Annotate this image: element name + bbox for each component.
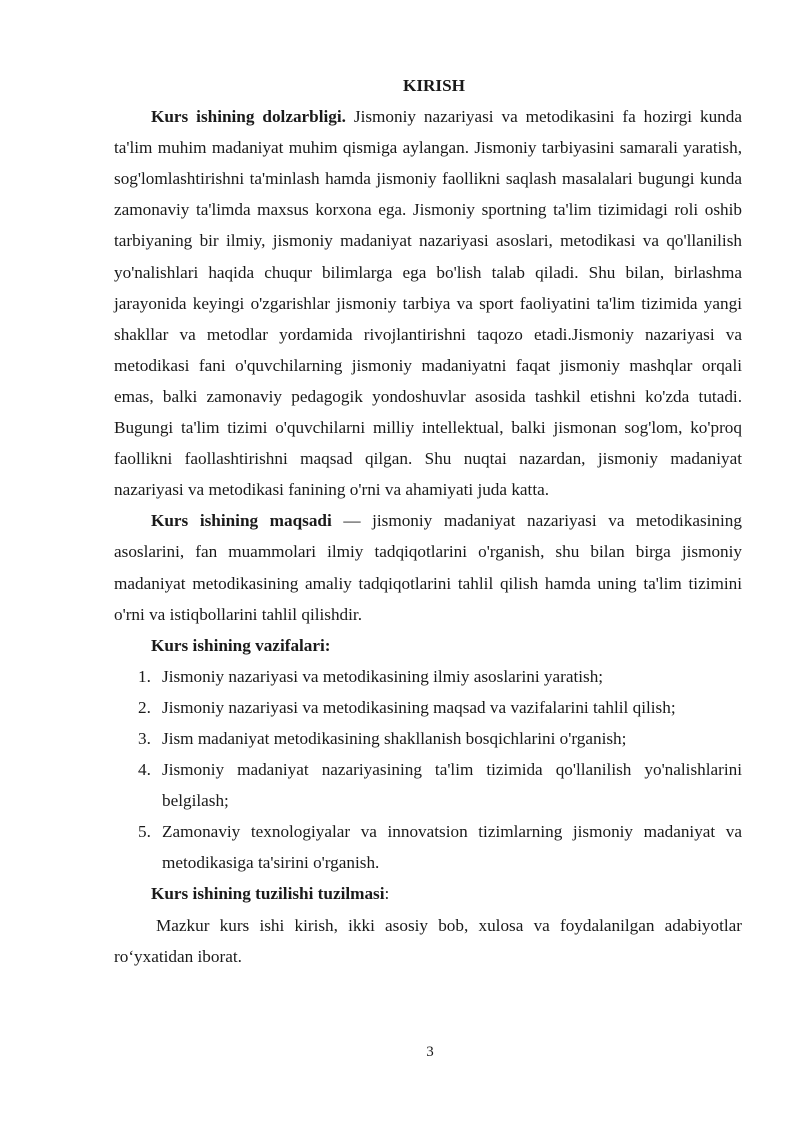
list-item-number: 3. <box>138 728 151 748</box>
list-item-text: Jism madaniyat metodikasining shakllanish bosqichlarini o'rganish; <box>162 728 627 748</box>
tasks-list <box>114 661 742 879</box>
structure-heading-line <box>114 878 742 909</box>
list-item-number: 4. <box>138 760 151 780</box>
relevance-text: Jismoniy nazariyasi va metodikasini fa hozirgi kunda ta'lim muhim madaniyat muhim qismiga aylangan. Jismoniy tarbiyasini samarali yaratish, sog'lomlashtirishni ta'minlash hamda jismoniy faollikni saqlash masalalari bugungi kunda zamonaviy ta'limda maxsus korxona ega. Jismoniy sportning ta'lim tizimidagi roli oshib tarbiyaning bir ilmiy, jismoniy madaniyat nazariyasi asoslari, metodikasi va qo'llanilish yo'nalishlari haqida chuqur bilimlarga ega bo'lish talab qiladi. Shu bilan, birlashma jarayonida keyingi o'zgarishlar jismoniy tarbiya va sport faoliyatini ta'lim tizimida yangi shakllar va metodlar yordamida rivojlantirishni taqozo etadi.Jismoniy nazariyasi va metodikasi fani o'quvchilarning jismoniy madaniyatni faqat jismoniy mashqlar orqali emas, balki zamonaviy pedagogik yondoshuvlar asosida tashkil etishni ko'zda tutadi. Bugungi ta'lim tizimi o'quvchilarni milliy intellektual, balki jismonan sog'lom, ko'proq faollikni faollashtirishni maqsad qilgan. Shu nuqtai nazardan, jismoniy madaniyat nazariyasi va metodikasi fanining o'rni va ahamiyati juda katta. <box>114 107 742 500</box>
structure-paragraph: Mazkur kurs ishi kirish, ikki asosiy bob, xulosa va foydalanilgan adabiyotlar ro‘yxatidan iborat. <box>114 915 742 966</box>
list-item <box>114 816 742 878</box>
relevance-paragraph <box>114 101 742 505</box>
list-item <box>114 723 742 754</box>
list-item-number: 5. <box>138 822 151 842</box>
relevance-heading: Kurs ishining dolzarbligi. <box>151 107 346 127</box>
list-item <box>114 754 742 816</box>
goal-paragraph <box>114 505 742 629</box>
list-item-number: 2. <box>138 697 151 717</box>
page-number: 3 <box>426 1044 434 1060</box>
list-item-text: Zamonaviy texnologiyalar va innovatsion tizimlarning jismoniy madaniyat va metodikasiga ta'sirini o'rganish. <box>162 822 742 873</box>
tasks-heading: Kurs ishining vazifalari: <box>151 635 331 655</box>
list-item-number: 1. <box>138 666 151 686</box>
goal-text: — jismoniy madaniyat nazariyasi va metodikasining asoslarini, fan muammolari ilmiy tadqiqotlarini o'rganish, shu bilan birga jismoniy madaniyat metodikasining amaliy tadqiqotlarini tahlil qilish hamda uning ta'lim tizimini o'rni va istiqbollarini tahlil qilishdir. <box>114 511 742 624</box>
structure-heading-suffix: : <box>384 884 390 904</box>
list-item-text: Jismoniy madaniyat nazariyasining ta'lim tizimida qo'llanilish yo'nalishlarini belgilash; <box>162 760 742 811</box>
list-item <box>114 661 742 692</box>
goal-heading: Kurs ishining maqsadi <box>151 511 332 531</box>
list-item-text: Jismoniy nazariyasi va metodikasining ilmiy asoslarini yaratish; <box>162 666 604 686</box>
document-page <box>114 70 742 972</box>
list-item <box>114 692 742 723</box>
section-title: KIRISH <box>402 76 466 95</box>
structure-heading: Kurs ishining tuzilishi tuzilmasi <box>151 884 385 904</box>
list-item-text: Jismoniy nazariyasi va metodikasining maqsad va vazifalarini tahlil qilish; <box>162 697 676 717</box>
